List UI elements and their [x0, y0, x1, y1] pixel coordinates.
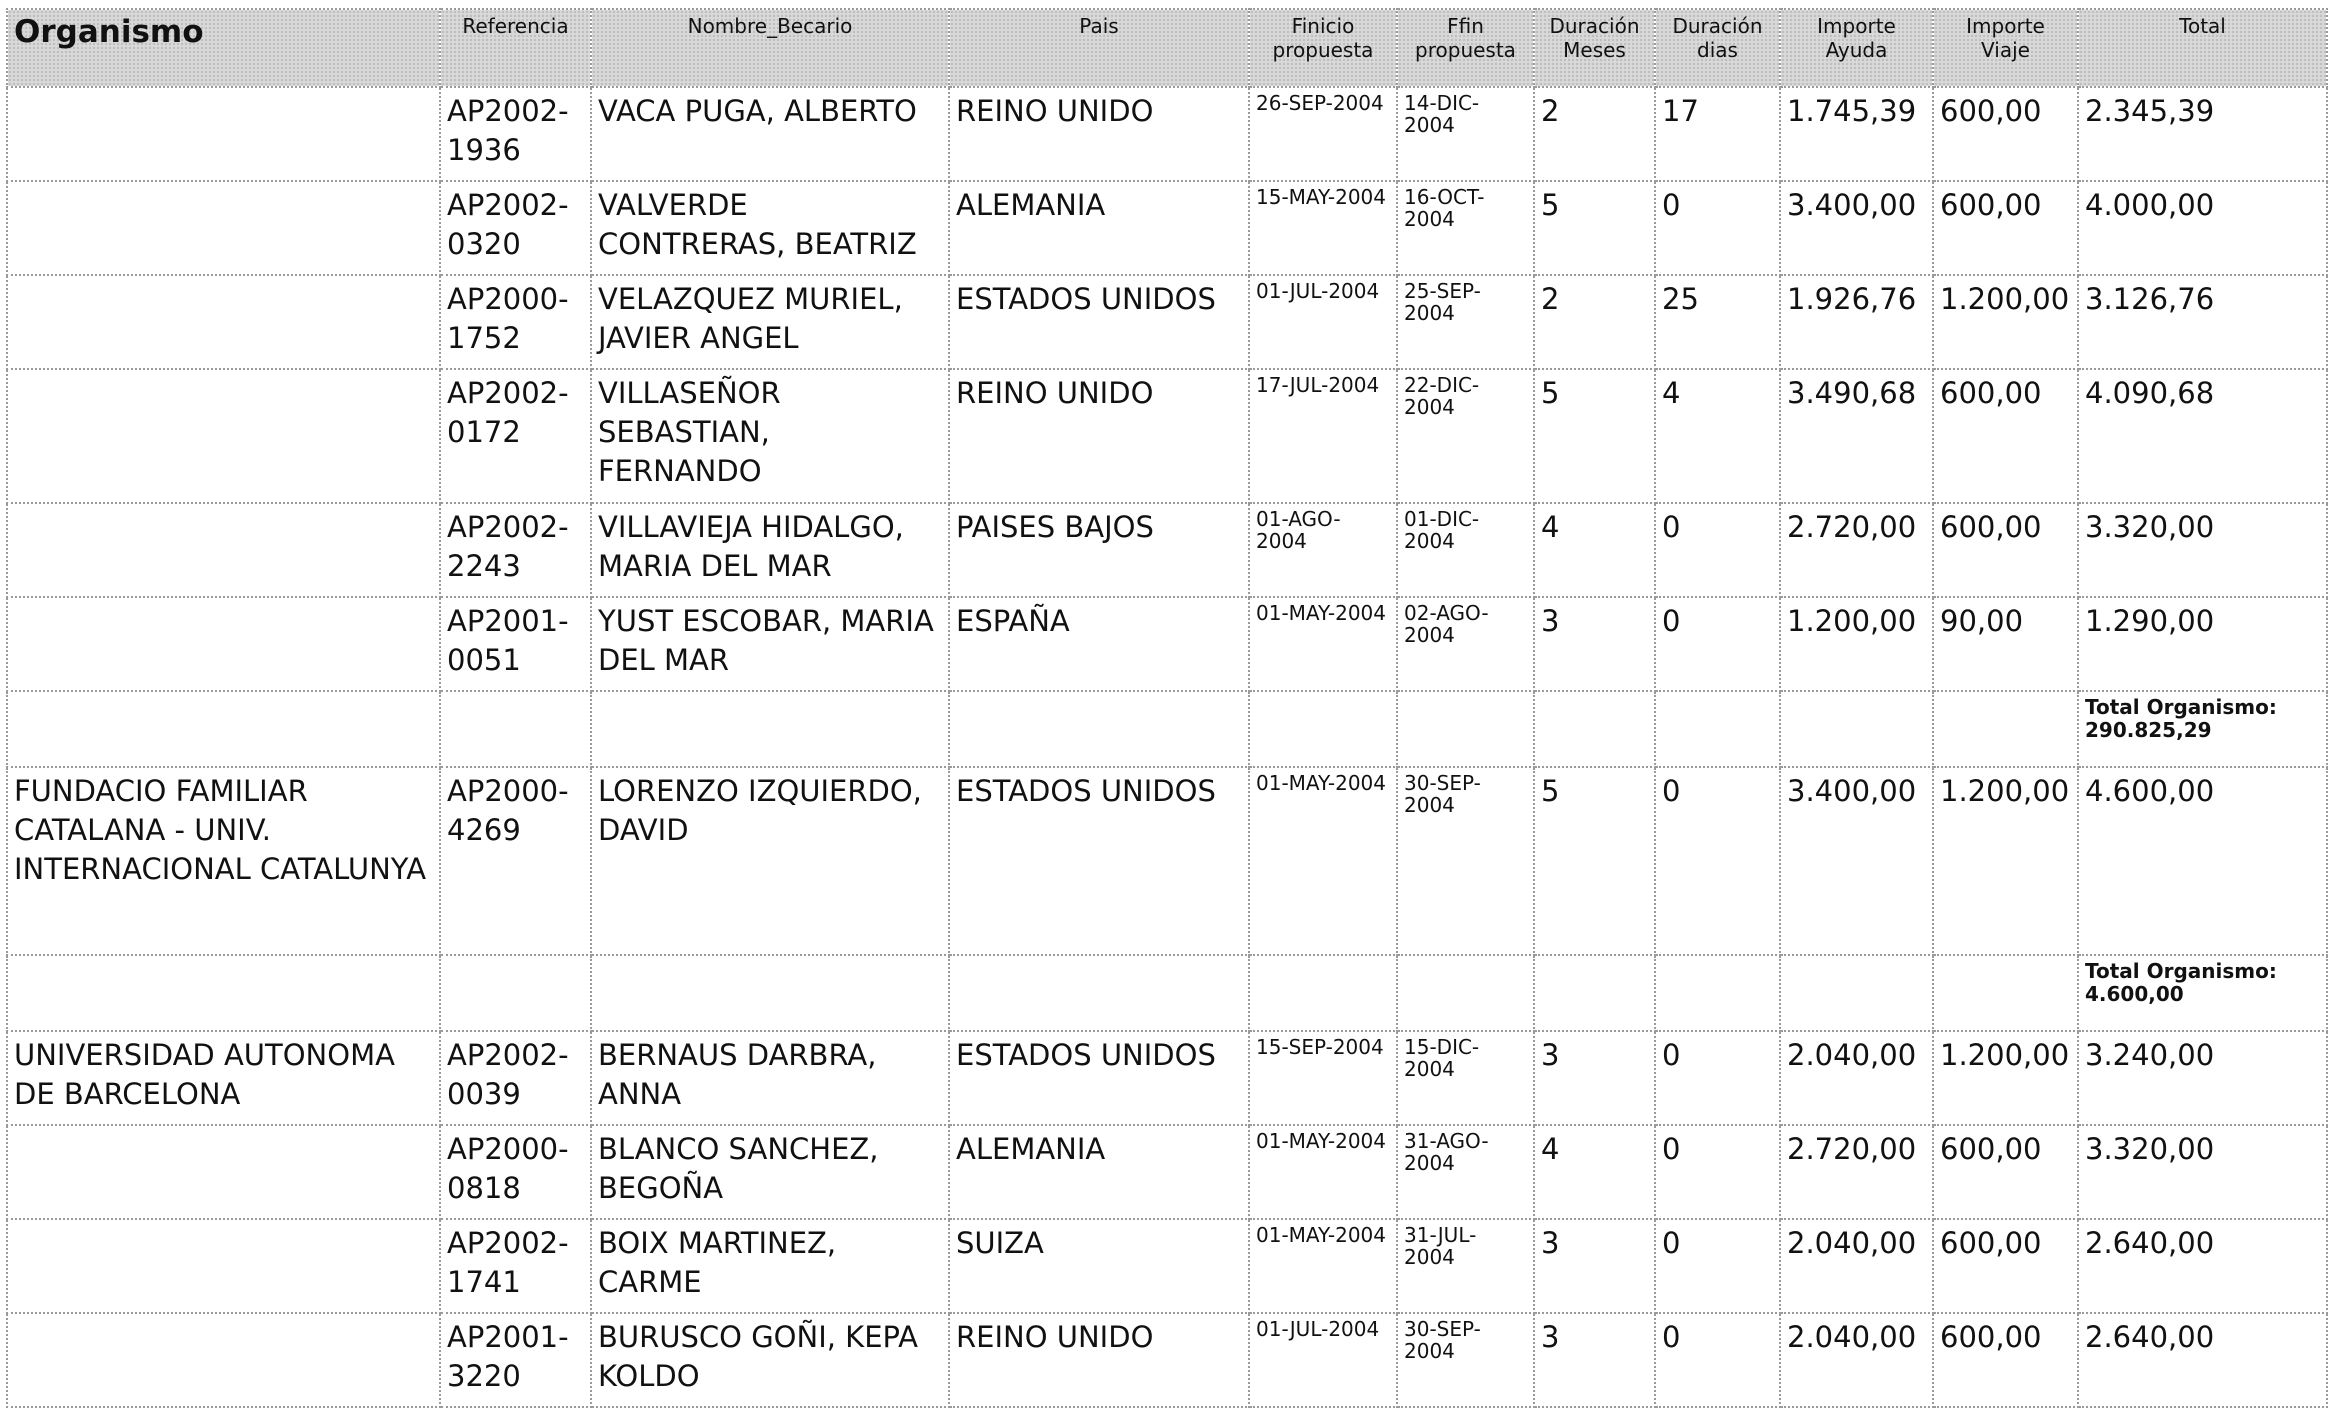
- cell-organismo: UNIVERSIDAD AUTONOMA DE BARCELONA: [7, 1031, 440, 1125]
- table-row: [7, 767, 2327, 955]
- cell-nombre: VILLASEÑOR SEBASTIAN, FERNANDO: [591, 369, 949, 503]
- cell-meses: 5: [1534, 181, 1655, 275]
- empty-cell: [1655, 691, 1780, 767]
- cell-dias: 0: [1655, 1313, 1780, 1407]
- cell-referencia: AP2002-2243: [440, 503, 591, 597]
- cell-organismo: [7, 275, 440, 369]
- cell-dias: 0: [1655, 1219, 1780, 1313]
- cell-total: 4.600,00: [2078, 767, 2327, 955]
- cell-finicio: 17-JUL-2004: [1249, 369, 1397, 503]
- cell-finicio: 01-JUL-2004: [1249, 275, 1397, 369]
- cell-pais: REINO UNIDO: [949, 369, 1249, 503]
- cell-pais: PAISES BAJOS: [949, 503, 1249, 597]
- total-organismo: Total Organismo: 290.825,29: [2078, 691, 2327, 767]
- cell-viaje: 600,00: [1933, 1313, 2078, 1407]
- empty-cell: [1780, 955, 1933, 1031]
- cell-nombre: BOIX MARTINEZ, CARME: [591, 1219, 949, 1313]
- empty-cell: [1655, 955, 1780, 1031]
- empty-cell: [1249, 691, 1397, 767]
- table-row: [7, 1219, 2327, 1313]
- header-row: [7, 9, 2327, 87]
- cell-ayuda: 2.720,00: [1780, 1125, 1933, 1219]
- cell-pais: SUIZA: [949, 1219, 1249, 1313]
- cell-viaje: 600,00: [1933, 503, 2078, 597]
- cell-viaje: 1.200,00: [1933, 1031, 2078, 1125]
- table-row: [7, 369, 2327, 503]
- cell-meses: 2: [1534, 275, 1655, 369]
- cell-total: 3.320,00: [2078, 503, 2327, 597]
- cell-ayuda: 1.745,39: [1780, 87, 1933, 181]
- cell-meses: 4: [1534, 1125, 1655, 1219]
- cell-ffin: 31-AGO-2004: [1397, 1125, 1534, 1219]
- empty-cell: [1249, 955, 1397, 1031]
- cell-meses: 2: [1534, 87, 1655, 181]
- cell-total: 3.126,76: [2078, 275, 2327, 369]
- cell-dias: 0: [1655, 1031, 1780, 1125]
- cell-organismo: [7, 503, 440, 597]
- cell-organismo: [7, 1313, 440, 1407]
- cell-ffin: 01-DIC-2004: [1397, 503, 1534, 597]
- header-organismo: Organismo: [7, 9, 440, 87]
- cell-meses: 4: [1534, 503, 1655, 597]
- empty-cell: [591, 955, 949, 1031]
- empty-cell: [7, 691, 440, 767]
- cell-viaje: 600,00: [1933, 87, 2078, 181]
- cell-organismo: [7, 87, 440, 181]
- header-ayuda: Importe Ayuda: [1780, 9, 1933, 87]
- cell-viaje: 90,00: [1933, 597, 2078, 691]
- cell-ayuda: 1.926,76: [1780, 275, 1933, 369]
- cell-nombre: VELAZQUEZ MURIEL, JAVIER ANGEL: [591, 275, 949, 369]
- header-total: Total: [2078, 9, 2327, 87]
- header-nombre: Nombre_Becario: [591, 9, 949, 87]
- table-row: [7, 87, 2327, 181]
- cell-pais: ESTADOS UNIDOS: [949, 275, 1249, 369]
- cell-ffin: 14-DIC-2004: [1397, 87, 1534, 181]
- cell-nombre: VACA PUGA, ALBERTO: [591, 87, 949, 181]
- cell-viaje: 1.200,00: [1933, 767, 2078, 955]
- cell-ayuda: 2.720,00: [1780, 503, 1933, 597]
- cell-pais: ESTADOS UNIDOS: [949, 767, 1249, 955]
- header-viaje: Importe Viaje: [1933, 9, 2078, 87]
- cell-referencia: AP2002-1936: [440, 87, 591, 181]
- cell-viaje: 600,00: [1933, 181, 2078, 275]
- cell-ffin: 15-DIC-2004: [1397, 1031, 1534, 1125]
- cell-referencia: AP2000-0818: [440, 1125, 591, 1219]
- header-dias: Duración dias: [1655, 9, 1780, 87]
- cell-ayuda: 2.040,00: [1780, 1313, 1933, 1407]
- cell-dias: 0: [1655, 597, 1780, 691]
- header-pais: Pais: [949, 9, 1249, 87]
- cell-referencia: AP2000-1752: [440, 275, 591, 369]
- header-meses: Duración Meses: [1534, 9, 1655, 87]
- cell-referencia: AP2002-0039: [440, 1031, 591, 1125]
- cell-pais: ESPAÑA: [949, 597, 1249, 691]
- cell-ffin: 31-JUL-2004: [1397, 1219, 1534, 1313]
- cell-meses: 5: [1534, 369, 1655, 503]
- table-row: [7, 503, 2327, 597]
- empty-cell: [1933, 691, 2078, 767]
- becas-table: [6, 8, 2328, 1408]
- cell-viaje: 1.200,00: [1933, 275, 2078, 369]
- subtotal-row: [7, 955, 2327, 1031]
- cell-finicio: 01-MAY-2004: [1249, 767, 1397, 955]
- header-referencia: Referencia: [440, 9, 591, 87]
- cell-referencia: AP2000-4269: [440, 767, 591, 955]
- total-organismo: Total Organismo: 4.600,00: [2078, 955, 2327, 1031]
- cell-total: 1.290,00: [2078, 597, 2327, 691]
- empty-cell: [591, 691, 949, 767]
- cell-finicio: 15-SEP-2004: [1249, 1031, 1397, 1125]
- empty-cell: [1534, 955, 1655, 1031]
- cell-finicio: 26-SEP-2004: [1249, 87, 1397, 181]
- cell-ayuda: 2.040,00: [1780, 1031, 1933, 1125]
- empty-cell: [1397, 955, 1534, 1031]
- cell-total: 4.090,68: [2078, 369, 2327, 503]
- cell-meses: 3: [1534, 1313, 1655, 1407]
- cell-nombre: VALVERDE CONTRERAS, BEATRIZ: [591, 181, 949, 275]
- cell-organismo: [7, 597, 440, 691]
- cell-organismo: FUNDACIO FAMILIAR CATALANA - UNIV. INTERNACIONAL CATALUNYA: [7, 767, 440, 955]
- cell-finicio: 01-MAY-2004: [1249, 597, 1397, 691]
- table-row: [7, 597, 2327, 691]
- cell-organismo: [7, 1219, 440, 1313]
- cell-total: 3.320,00: [2078, 1125, 2327, 1219]
- cell-viaje: 600,00: [1933, 1125, 2078, 1219]
- cell-ayuda: 1.200,00: [1780, 597, 1933, 691]
- cell-total: 4.000,00: [2078, 181, 2327, 275]
- cell-viaje: 600,00: [1933, 1219, 2078, 1313]
- empty-cell: [1397, 691, 1534, 767]
- subtotal-row: [7, 691, 2327, 767]
- cell-nombre: VILLAVIEJA HIDALGO, MARIA DEL MAR: [591, 503, 949, 597]
- cell-dias: 0: [1655, 767, 1780, 955]
- cell-ffin: 22-DIC-2004: [1397, 369, 1534, 503]
- cell-nombre: LORENZO IZQUIERDO, DAVID: [591, 767, 949, 955]
- cell-meses: 3: [1534, 1219, 1655, 1313]
- cell-nombre: YUST ESCOBAR, MARIA DEL MAR: [591, 597, 949, 691]
- table-row: [7, 275, 2327, 369]
- empty-cell: [1780, 691, 1933, 767]
- cell-pais: REINO UNIDO: [949, 87, 1249, 181]
- table-row: [7, 1313, 2327, 1407]
- header-ffin: Ffin propuesta: [1397, 9, 1534, 87]
- cell-pais: REINO UNIDO: [949, 1313, 1249, 1407]
- cell-ayuda: 3.400,00: [1780, 181, 1933, 275]
- cell-organismo: [7, 369, 440, 503]
- cell-referencia: AP2002-0320: [440, 181, 591, 275]
- cell-organismo: [7, 1125, 440, 1219]
- table-row: [7, 1125, 2327, 1219]
- cell-meses: 3: [1534, 597, 1655, 691]
- cell-ayuda: 3.400,00: [1780, 767, 1933, 955]
- cell-dias: 17: [1655, 87, 1780, 181]
- cell-pais: ALEMANIA: [949, 1125, 1249, 1219]
- cell-ffin: 25-SEP-2004: [1397, 275, 1534, 369]
- cell-finicio: 01-MAY-2004: [1249, 1125, 1397, 1219]
- cell-referencia: AP2002-1741: [440, 1219, 591, 1313]
- empty-cell: [7, 955, 440, 1031]
- cell-viaje: 600,00: [1933, 369, 2078, 503]
- cell-ffin: 30-SEP-2004: [1397, 767, 1534, 955]
- cell-nombre: BURUSCO GOÑI, KEPA KOLDO: [591, 1313, 949, 1407]
- empty-cell: [1933, 955, 2078, 1031]
- cell-total: 2.640,00: [2078, 1219, 2327, 1313]
- cell-total: 2.345,39: [2078, 87, 2327, 181]
- cell-dias: 4: [1655, 369, 1780, 503]
- cell-nombre: BLANCO SANCHEZ, BEGOÑA: [591, 1125, 949, 1219]
- cell-pais: ALEMANIA: [949, 181, 1249, 275]
- cell-total: 3.240,00: [2078, 1031, 2327, 1125]
- cell-meses: 3: [1534, 1031, 1655, 1125]
- table-header: [7, 9, 2327, 87]
- cell-ffin: 16-OCT-2004: [1397, 181, 1534, 275]
- cell-referencia: AP2002-0172: [440, 369, 591, 503]
- cell-ayuda: 2.040,00: [1780, 1219, 1933, 1313]
- header-finicio: Finicio propuesta: [1249, 9, 1397, 87]
- empty-cell: [949, 955, 1249, 1031]
- cell-dias: 25: [1655, 275, 1780, 369]
- cell-organismo: [7, 181, 440, 275]
- cell-finicio: 15-MAY-2004: [1249, 181, 1397, 275]
- cell-total: 2.640,00: [2078, 1313, 2327, 1407]
- empty-cell: [440, 691, 591, 767]
- cell-finicio: 01-JUL-2004: [1249, 1313, 1397, 1407]
- cell-dias: 0: [1655, 1125, 1780, 1219]
- cell-dias: 0: [1655, 181, 1780, 275]
- cell-meses: 5: [1534, 767, 1655, 955]
- table-body: [7, 87, 2327, 1407]
- empty-cell: [440, 955, 591, 1031]
- cell-referencia: AP2001-3220: [440, 1313, 591, 1407]
- cell-ffin: 02-AGO-2004: [1397, 597, 1534, 691]
- cell-ayuda: 3.490,68: [1780, 369, 1933, 503]
- cell-finicio: 01-MAY-2004: [1249, 1219, 1397, 1313]
- table-row: [7, 1031, 2327, 1125]
- empty-cell: [1534, 691, 1655, 767]
- cell-dias: 0: [1655, 503, 1780, 597]
- cell-referencia: AP2001-0051: [440, 597, 591, 691]
- cell-ffin: 30-SEP-2004: [1397, 1313, 1534, 1407]
- cell-finicio: 01-AGO-2004: [1249, 503, 1397, 597]
- cell-pais: ESTADOS UNIDOS: [949, 1031, 1249, 1125]
- empty-cell: [949, 691, 1249, 767]
- table-row: [7, 181, 2327, 275]
- cell-nombre: BERNAUS DARBRA, ANNA: [591, 1031, 949, 1125]
